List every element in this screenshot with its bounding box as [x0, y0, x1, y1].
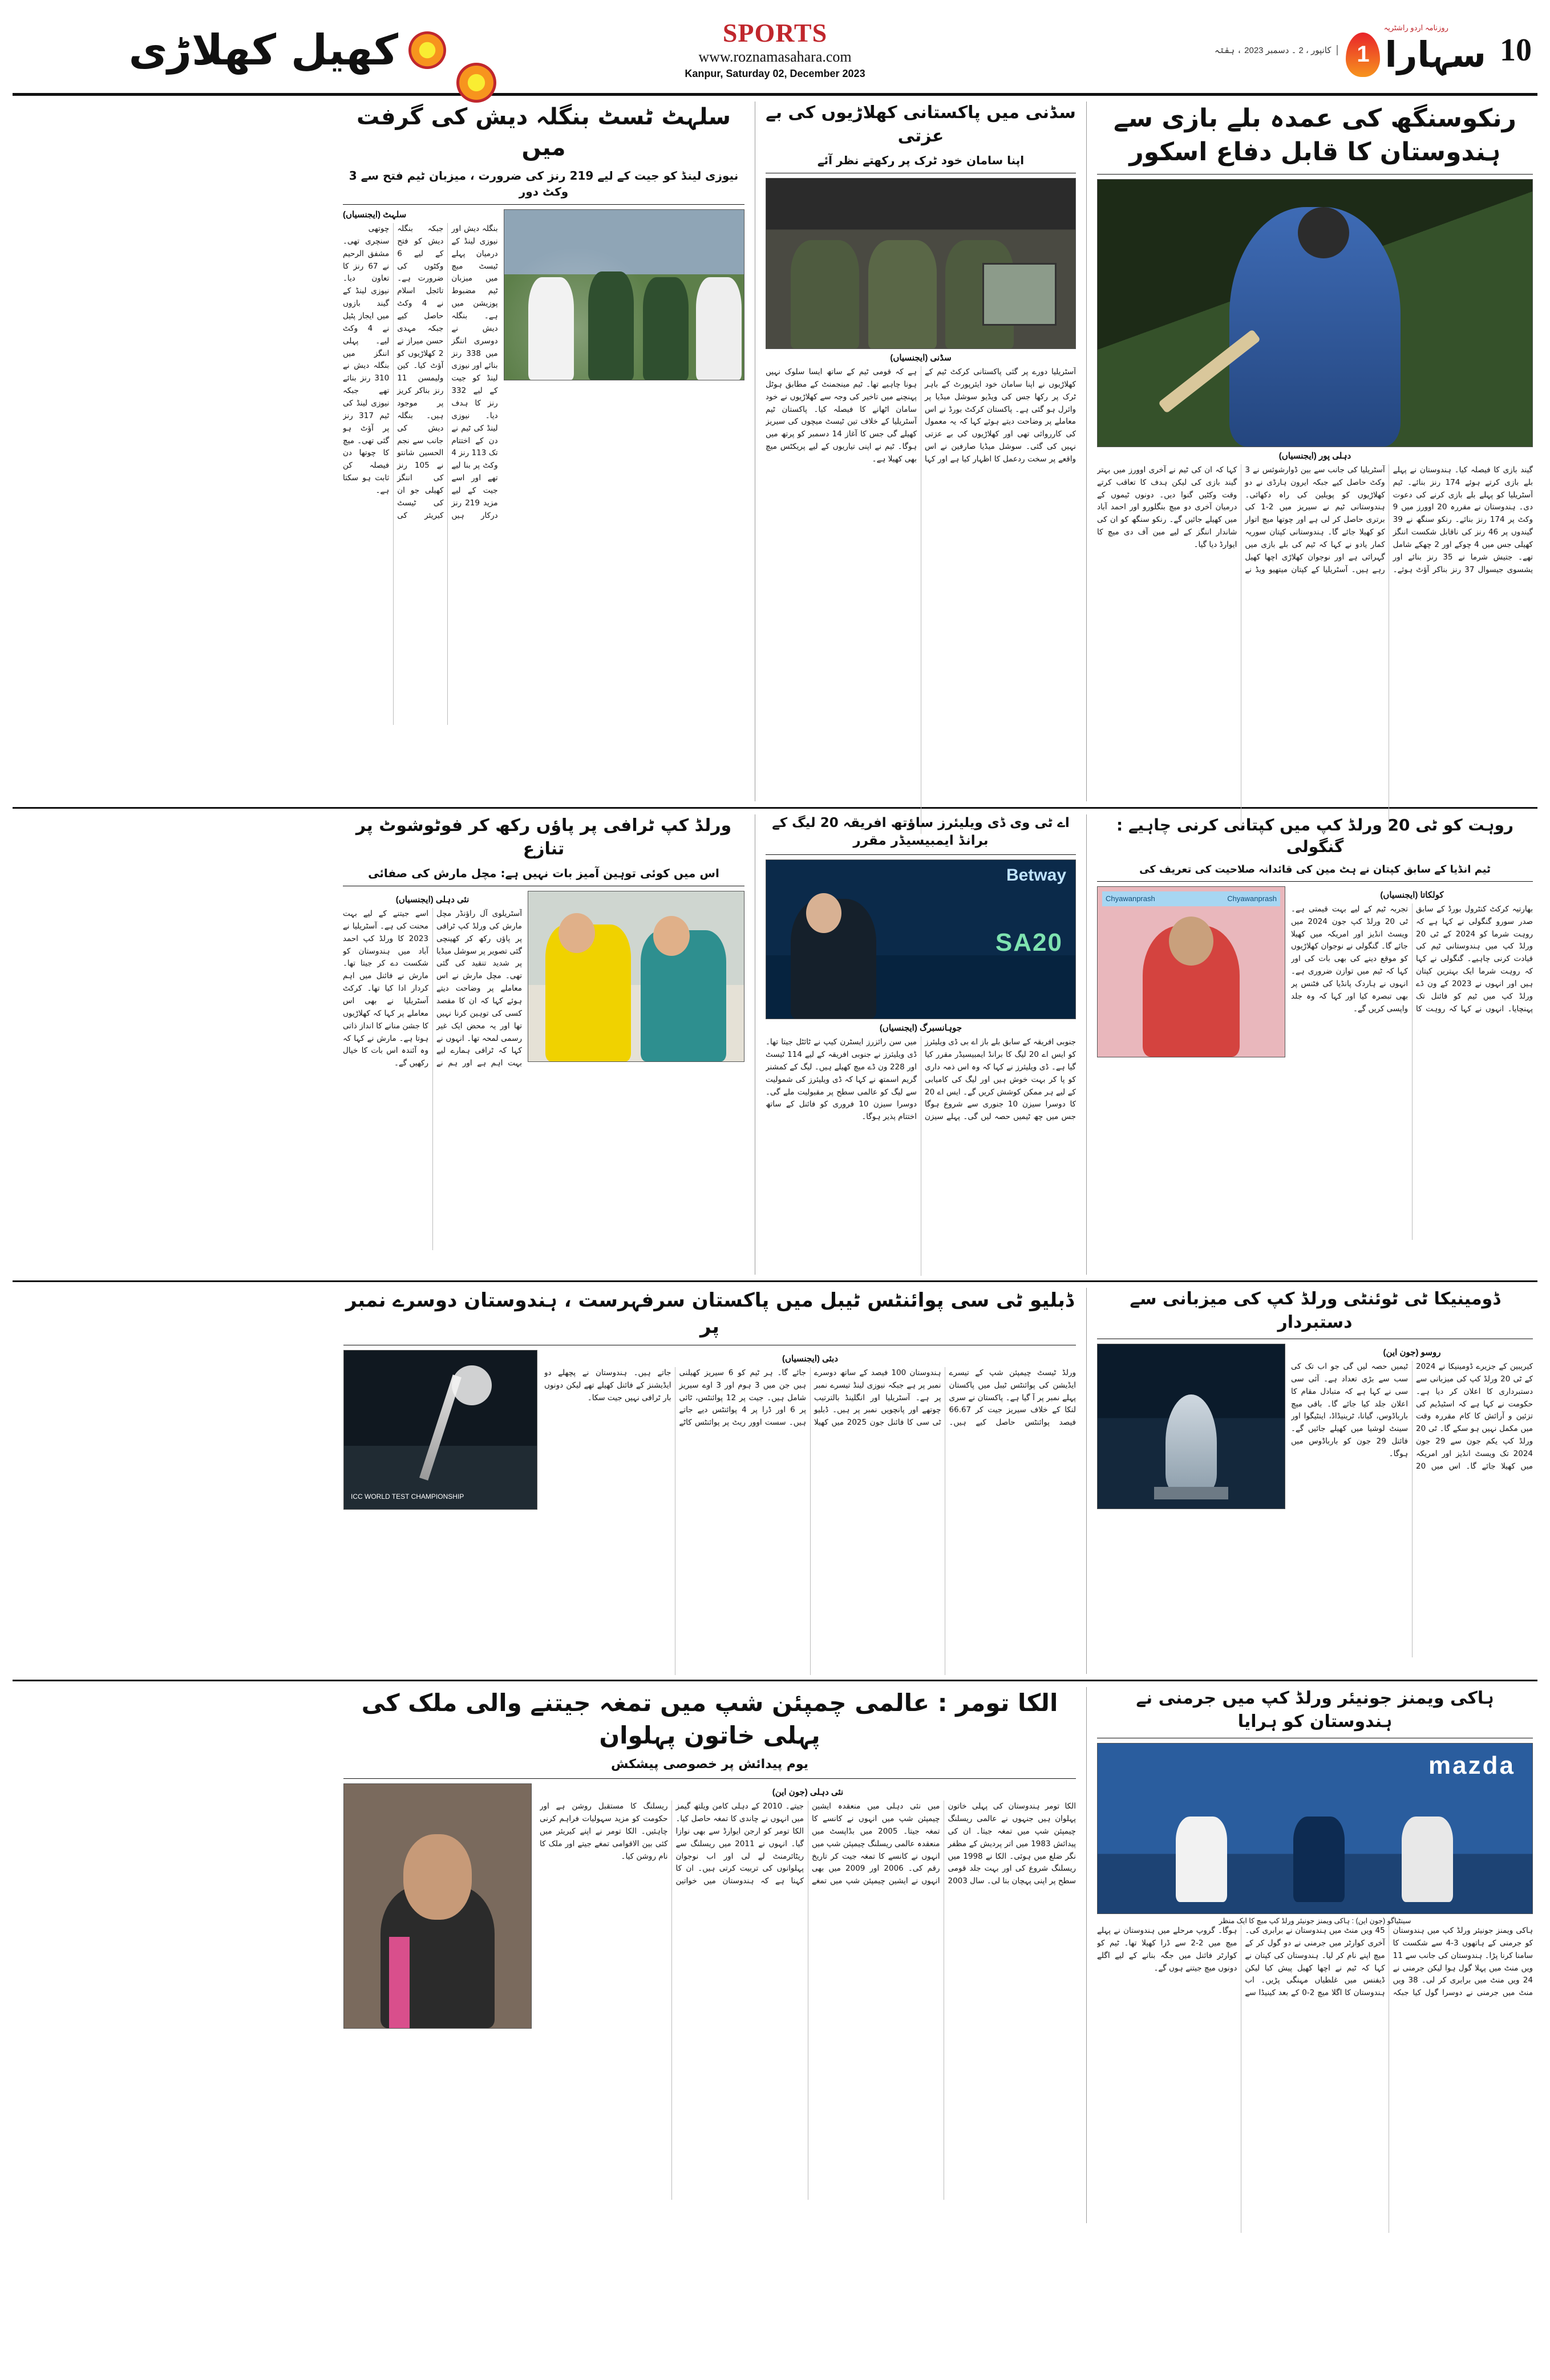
byline-dominica: روسو (جون این) [1383, 1348, 1441, 1357]
body-hockey: ہاکی ویمنز جونیئر ورلڈ کپ میں ہندوستان کو جرمنی کے ہاتھوں 3-4 سے شکست کا سامنا کرنا پڑا۔ ہندوستان کی جانب سے 11 ویں منٹ میں پہلا گول ہوا لیکن جرمنی نے 24 ویں منٹ میں برابری کر لی۔ 38 ویں منٹ میں جرمنی نے دوسرا گول کیا جبکہ 45 ویں منٹ میں ہندوستان نے برابری کی۔ آخری کوارٹر میں جرمنی نے دو گول کر کے میچ اپنے نام کر لیا۔ ہندوستان کی کپتان نے کہا کہ ٹیم نے اچھا کھیل پیش کیا لیکن ڈیفنس میں غلطیاں مہنگی پڑیں۔ اب ہندوستان کا اگلا میچ 2-0 کے بعد کینیڈا سے ہوگا۔ گروپ مرحلے میں ہندوستان نے پہلے میچ میں 2-2 سے ڈرا کھیلا تھا۔ ٹیم کو کوارٹر فائنل میں جگہ بنانے کے لیے اگلے دونوں میچ جیتنے ہوں گے۔ [1097, 1926, 1533, 1998]
byline-sa20: جوہانسبرگ (ایجنسیاں) [879, 1023, 962, 1033]
body-dominica: کیریبین کے جزیرے ڈومینیکا نے 2024 کے ٹی 20 ورلڈ کپ کی میزبانی سے دستبرداری کا اعلان کر دیا ہے۔ حکومت نے کہا ہے کہ اسٹیڈیم کی تزئین و آرائش کا کام مقررہ وقت میں مکمل نہیں ہو سکے گا۔ ٹی 20 ورلڈ کپ یکم جون سے 29 جون 2024 تک ویسٹ انڈیز اور امریکہ میں کھیلا جائے گا۔ اس میں 20 ٹیمیں حصہ لیں گی جو اب تک کی سب سے بڑی تعداد ہے۔ آئی سی سی نے کہا ہے کہ متبادل مقام کا اعلان جلد کیا جائے گا۔ باقی میچ بارباڈوس، گیانا، ٹرینیڈاڈ، اینٹیگوا اور سینٹ لوشیا میں کھیلے جائیں گے۔ فائنل 29 جون کو بارباڈوس میں ہوگا۔ [1291, 1362, 1533, 1471]
mazda-logo: mazda [1428, 1751, 1515, 1779]
byline-ganguly: کولکاتا (ایجنسیاں) [1380, 890, 1444, 900]
body-wtc: ورلڈ ٹیسٹ چیمپئن شپ کے تیسرے ایڈیشن کی پوائنٹس ٹیبل میں پاکستان پہلے نمبر پر آ گیا ہے۔ پاکستان نے سری لنکا کے خلاف سیریز جیت کر 66.67 فیصد پوائنٹس حاصل کیے ہیں۔ ہندوستان 100 فیصد کے ساتھ دوسرے نمبر پر ہے جبکہ نیوزی لینڈ تیسرے نمبر پر ہے۔ آسٹریلیا اور انگلینڈ بالترتیب چوتھے اور پانچویں نمبر پر ہیں۔ ڈبلیو ٹی سی کا فائنل جون 2025 میں کھیلا جائے گا۔ ہر ٹیم کو 6 سیریز کھیلنی ہیں جن میں 3 ہوم اور 3 اوے سیریز شامل ہیں۔ جیت پر 12 پوائنٹس، ٹائی پر 6 اور ڈرا پر 4 پوائنٹس دیے جاتے ہیں۔ سست اوور ریٹ پر پوائنٹس کاٹے جاتے ہیں۔ ہندوستان نے پچھلے دو ایڈیشنز کے فائنل کھیلے تھے لیکن دونوں بار ٹرافی نہیں جیت سکا۔ [544, 1368, 1076, 1428]
betway-logo: Betway [1006, 866, 1066, 885]
sun-icon-left [456, 63, 496, 103]
body-sa20: جنوبی افریقہ کے سابق بلے باز اے بی ڈی ویلیئرز کو ایس اے 20 لیگ کا برانڈ ایمبیسیڈر مقرر کیا گیا ہے۔ ڈی ویلیئرز نے کہا کہ وہ اس ذمہ داری کو پا کر بہت خوش ہیں اور لیگ کی کامیابی کے لیے ہر ممکن کوشش کریں گے۔ ایس اے 20 کا دوسرا سیزن 10 جنوری سے شروع ہوگا جس میں چھ ٹیمیں حصہ لیں گی۔ پہلے سیزن میں سن رائزرز ایسٹرن کیپ نے ٹائٹل جیتا تھا۔ ڈی ویلیئرز نے جنوبی افریقہ کے لیے 114 ٹیسٹ اور 228 ون ڈے میچ کھیلے ہیں۔ لیگ کے کمشنر گریم اسمتھ نے کہا کہ ڈی ویلیئرز کی شمولیت سے لیگ کو عالمی سطح پر مقبولیت ملے گی۔ دوسرا سیزن 10 فروری کو فائنل کے ساتھ اختتام پذیر ہوگا۔ [766, 1037, 1076, 1122]
headline-wtc: ڈبلیو ٹی سی پوائنٹس ٹیبل میں پاکستان سرفہرست ، ہندوستان دوسرے نمبر پر [345, 1289, 1074, 1338]
byline-rinku: دہلی پور (ایجنسیاں) [1278, 451, 1351, 461]
body-sylhet: بنگلہ دیش اور نیوزی لینڈ کے درمیان پہلے ٹیسٹ میچ میں میزبان ٹیم مضبوط پوزیشن میں ہے۔ بنگلہ دیش نے دوسری اننگز میں 338 رنز بنائے اور نیوزی لینڈ کو جیت کے لیے 332 رنز کا ہدف دیا۔ نیوزی لینڈ کی ٹیم نے دن کے اختتام تک 113 رنز 4 وکٹ پر بنا لیے تھے اور اسے جیت کے لیے مزید 219 رنز درکار ہیں جبکہ بنگلہ دیش کو فتح کے لیے 6 وکٹوں کی ضرورت ہے۔ تائجل اسلام نے 4 وکٹ حاصل کیے جبکہ مہدی حسن میراز نے 2 کھلاڑیوں کو آؤٹ کیا۔ کین ولیمسن 11 رنز بناکر کریز پر موجود ہیں۔ بنگلہ دیش کی جانب سے نجم الحسین شانتو نے 105 رنز کی اننگز کھیلی جو ان کی ٹیسٹ کیریئر کی چوتھی سنچری تھی۔ مشفق الرحیم نے 67 رنز کا تعاون دیا۔ نیوزی لینڈ کے گیند بازوں میں ایجاز پٹیل نے 4 وکٹ لیے۔ پہلی اننگز میں بنگلہ دیش نے 310 رنز بنائے تھے جبکہ نیوزی لینڈ کی ٹیم 317 رنز پر آؤٹ ہو گئی تھی۔ میچ کا چوتھا دن فیصلہ کن ثابت ہو سکتا ہے۔ [343, 224, 498, 520]
flame-icon: 1 [1346, 33, 1380, 77]
band-lead [13, 96, 1537, 809]
subhead-ganguly: ٹیم انڈیا کے سابق کپتان نے ہٹ مین کی قائدانہ صلاحیت کی تعریف کی [1139, 863, 1491, 875]
article-wtc-table [339, 1288, 1080, 1674]
headline-alka: الکا تومر : عالمی چمپئن شپ میں تمغہ جیتنے والی ملک کی پہلی خاتون پہلوان [361, 1689, 1058, 1749]
indian-batsman-photo [1097, 179, 1533, 447]
headline-rinku: رنکوسنگھ کی عمدہ بلے بازی سے ہندوستان کا قابل دفاع اسکور [1113, 104, 1517, 167]
headline-hockey: ہاکی ویمنز جونیئر ورلڈ کپ میں جرمنی نے ہندوستان کو ہرایا [1136, 1688, 1494, 1732]
wtc-caption-text: ICC WORLD TEST CHAMPIONSHIP [351, 1493, 464, 1501]
article-rinku-singh [1092, 102, 1537, 801]
subhead-marsh: اس میں کوئی توہین آمیز بات نہیں ہے: مچل مارش کی صفائی [368, 866, 719, 880]
publication-logo [1346, 23, 1486, 77]
masthead-center [446, 10, 1104, 90]
body-sydney: آسٹریلیا دورے پر گئی پاکستانی کرکٹ ٹیم کے کھلاڑیوں نے اپنا سامان خود ایئرپورٹ کے باہر ٹرک پر رکھا جس کی ویڈیو سوشل میڈیا پر وائرل ہو گئی ہے۔ پاکستان کرکٹ بورڈ نے اس معاملے پر وضاحت دیتے ہوئے کہا کہ یہ معمول کی کارروائی تھی اور کھلاڑیوں کی بے عزتی نہیں کی گئی۔ سوشل میڈیا صارفین نے اس واقعے پر سخت ردعمل کا اظہار کیا ہے اور کہا ہے کہ قومی ٹیم کے ساتھ ایسا سلوک نہیں ہونا چاہیے تھا۔ ٹیم مینجمنٹ کے مطابق ہوٹل پہنچنے میں تاخیر کی وجہ سے کھلاڑیوں نے خود سامان اٹھانے کا فیصلہ کیا۔ پاکستان ٹیم آسٹریلیا کے خلاف تین ٹیسٹ میچوں کی سیریز کھیلے گی جس کا آغاز 14 دسمبر کو پرتھ میں ہوگا۔ ٹیم نے اپنی تیاریوں کے لیے پریکٹس میچ بھی کھیلا ہے۔ [766, 367, 1076, 464]
sourav-ganguly-photo [1097, 886, 1285, 1057]
band-bottom [13, 1681, 1537, 2229]
masthead [13, 10, 1537, 96]
band-third [13, 1282, 1537, 1681]
masthead-left [1104, 10, 1537, 90]
headline-dominica: ڈومینیکا ٹی ٹوئنٹی ورلڈ کپ کی میزبانی سے دستبردار [1130, 1289, 1500, 1332]
masthead-right [13, 10, 446, 90]
hockey-match-photo [1097, 1743, 1533, 1914]
website-url[interactable]: www.roznamasahara.com [698, 48, 852, 65]
logo-tagline: روزنامہ اردو راشٹریہ [1383, 23, 1448, 32]
headline-sylhet: سلہٹ ٹسٹ بنگلہ دیش کی گرفت میں [356, 104, 731, 161]
article-hockey-junior-wc [1092, 1687, 1537, 2223]
byline-alka: نئی دہلی (جون این) [772, 1787, 844, 1798]
band-second [13, 809, 1537, 1282]
body-ganguly: بھارتیہ کرکٹ کنٹرول بورڈ کے سابق صدر سورو گنگولی نے کہا ہے کہ روہت شرما کو 2024 کے ٹی 20 ورلڈ کپ میں ہندوستانی ٹیم کی قیادت کرنی چاہیے۔ گنگولی نے کہا کہ روہت شرما ایک بہترین کپتان ہیں اور انہوں نے 2023 کے ون ڈے ورلڈ کپ میں ٹیم کو فائنل تک پہنچایا۔ انہوں نے کہا کہ روہت کا تجربہ ٹیم کے لیے بہت قیمتی ہے۔ ٹی 20 ورلڈ کپ جون 2024 میں ویسٹ انڈیز اور امریکہ میں کھیلا جائے گا۔ گنگولی نے نوجوان کھلاڑیوں کو موقع دینے کی بھی بات کی اور کہا کہ ٹیم میں توازن ضروری ہے۔ انہوں نے ہاردک پانڈیا کی فٹنس پر بھی تبصرہ کیا اور کہا کہ وہ جلد واپسی کریں گے۔ [1291, 904, 1533, 1013]
edition-date: کانپور ، 2 ۔ دسمبر 2023 ، ہفتہ [1215, 45, 1338, 55]
sun-icon [408, 31, 446, 69]
sports-title: SPORTS [722, 18, 828, 47]
alka-tomar-photo [343, 1783, 532, 2029]
sa20-logo: SA20 [995, 929, 1063, 957]
article-marsh-trophy [338, 814, 749, 1275]
article-alka-tomar [339, 1687, 1080, 2223]
byline-marsh: نئی دہلی (ایجنسیاں) [395, 895, 470, 905]
subhead-sydney: اپنا سامان خود ٹرک پر رکھتے نظر آئے [817, 153, 1025, 167]
body-marsh: آسٹریلوی آل راؤنڈر مچل مارش کی ورلڈ کپ ٹرافی پر پاؤں رکھ کر کھینچی گئی تصویر پر سوشل میڈیا پر شدید تنقید کی گئی تھی۔ مچل مارش نے اس معاملے پر وضاحت دیتے ہوئے کہا کہ ان کا مقصد کسی کی توہین کرنا نہیں تھا اور یہ محض ایک غیر رسمی لمحہ تھا۔ انہوں نے کہا کہ ٹرافی ہمارے لیے بہت اہم ہے اور ہم نے اسے جیتنے کے لیے بہت محنت کی ہے۔ آسٹریلیا نے 2023 کا ورلڈ کپ احمد آباد میں ہندوستان کو شکست دے کر جیتا تھا۔ مارش نے فائنل میں اہم کردار ادا کیا تھا۔ کرکٹ آسٹریلیا نے بھی اس معاملے پر کہا کہ کھلاڑیوں کا جشن منانے کا انداز ذاتی ہوتا ہے۔ مارش نے کہا کہ وہ آئندہ اس بات کا خیال رکھیں گے۔ [343, 909, 522, 1068]
article-sylhet-test [338, 102, 749, 801]
chyawanprash-label-2: Chyawanprash [1106, 894, 1155, 903]
page-number: 10 [1500, 32, 1532, 68]
place-date: Kanpur, Saturday 02, December 2023 [685, 68, 865, 79]
byline-sydney: سڈنی (ایجنسیاں) [890, 353, 952, 363]
body-rinku: گیند بازی کا فیصلہ کیا۔ ہندوستان نے پہلے بلے بازی کرتے ہوئے 174 رنز بنائے۔ ٹیم آسٹریلیا کو پہلے بلے بازی کرنے کی دعوت دی۔ ہندوستان نے مقررہ 20 اوورز میں 9 وکٹ پر 174 رنز بنائے۔ رنکو سنگھ نے 39 گیندوں پر 46 رنز کی ناقابل شکست اننگز کھیلی جس میں 4 چوکے اور 2 چھکے شامل تھے۔ جتیش شرما نے 35 رنز بنائے اور یشسوی جیسوال 37 رنز بناکر آؤٹ ہوئے۔ آسٹریلیا کی جانب سے بین ڈوارشوئس نے 3 وکٹ حاصل کیے جبکہ ایرون ہارڈی نے دو کھلاڑیوں کو پویلین کی راہ دکھائی۔ ہندوستانی ٹیم نے سیریز میں 2-1 کی برتری حاصل کر لی ہے اور چوتھا میچ اتوار کو کھیلا جائے گا۔ ہندوستانی کپتان سوریہ کمار یادو نے کہا کہ ٹیم کی بلے بازی میں گہرائی ہے اور نوجوان کھلاڑی اچھا کھیل رہے ہیں۔ آسٹریلیا کے کپتان میتھیو ویڈ نے کہا کہ ان کی ٹیم نے آخری اوورز میں بہتر گیند بازی کی لیکن ہدف کا تعاقب کرتے وقت وکٹیں گنوا دیں۔ دونوں ٹیموں کے درمیان آخری دو میچ بنگلورو اور احمد آباد میں کھیلے جائیں گے۔ رنکو سنگھ کو ان کی شاندار اننگز کے لیے مین آف دی میچ کا ایوارڈ دیا گیا۔ [1097, 465, 1533, 574]
section-title-urdu: کھیل کھلاڑی [128, 25, 398, 75]
body-alka: الکا تومر ہندوستان کی پہلی خاتون پہلوان ہیں جنہوں نے عالمی ریسلنگ چیمپئن شپ میں تمغہ جیتا۔ ان کی پیدائش 1983 میں اتر پردیش کے مظفر نگر ضلع میں ہوئی۔ الکا نے 1998 میں ریسلنگ شروع کی اور بہت جلد قومی سطح پر اپنی پہچان بنا لی۔ سال 2003 میں نئی دہلی میں منعقدہ ایشین چیمپئن شپ میں انہوں نے کانسے کا تمغہ جیتا۔ 2005 میں بڈاپسٹ میں منعقدہ عالمی ریسلنگ چیمپئن شپ میں انہوں نے کانسے کا تمغہ جیت کر تاریخ رقم کی۔ 2006 اور 2009 میں بھی انہوں نے ایشین چیمپئن شپ میں تمغے جیتے۔ 2010 کے دہلی کامن ویلتھ گیمز میں انہوں نے چاندی کا تمغہ حاصل کیا۔ الکا تومر کو ارجن ایوارڈ سے بھی نوازا گیا۔ انہوں نے 2011 میں ریسلنگ سے ریٹائرمنٹ لے لی اور اب نوجوان پہلوانوں کی تربیت کرتی ہیں۔ ان کا کہنا ہے کہ ہندوستان میں خواتین ریسلنگ کا مستقبل روشن ہے اور حکومت کو مزید سہولیات فراہم کرنی چاہئیں۔ الکا تومر نے اپنے کیریئر میں کئی بین الاقوامی تمغے جیتے اور ملک کا نام روشن کیا۔ [540, 1802, 1076, 1886]
chyawanprash-label: Chyawanprash [1227, 894, 1277, 903]
byline-sylhet: سلہٹ (ایجنسیاں) [343, 210, 407, 220]
article-sydney-insult [761, 102, 1080, 801]
headline-sa20: اے ٹی وی ڈی ویلیئرز ساؤتھ افریقہ 20 لیگ کے برانڈ ایمبیسیڈر مقرر [772, 816, 1070, 849]
logo-urdu-name: سہارا [1385, 33, 1486, 75]
headline-sydney: سڈنی میں پاکستانی کھلاڑیوں کی بے عزتی [766, 103, 1076, 146]
article-dominica [1092, 1288, 1537, 1674]
article-sa20-ambassador [761, 814, 1080, 1275]
subhead-alka: یوم پیدائش پر خصوصی پیشکش [611, 1757, 808, 1772]
headline-marsh: ورلڈ کپ ٹرافی پر پاؤں رکھ کر فوٹوشوٹ پر تنازع [355, 816, 732, 859]
article-ganguly-rohit [1092, 814, 1537, 1275]
players-luggage-truck-photo [766, 178, 1076, 349]
wtc-mace-photo [343, 1350, 537, 1510]
t20-worldcup-trophy-photo [1097, 1344, 1285, 1509]
cricket-appeal-photo [504, 209, 744, 380]
ab-de-villiers-photo [766, 859, 1076, 1019]
byline-wtc: دبئی (ایجنسیاں) [782, 1353, 839, 1364]
subhead-sylhet: نیوزی لینڈ کو جیت کے لیے 219 رنز کی ضرورت ، میزبان ٹیم فتح سے 3 وکٹ دور [349, 169, 739, 198]
hockey-photo-caption: سینٹیاگو (جون این) : ہاکی ویمنز جونیئر ورلڈ کپ میچ کا ایک منظر [1219, 1917, 1411, 1925]
mitchell-marsh-photo [528, 891, 744, 1062]
headline-ganguly: روہت کو ٹی 20 ورلڈ کپ میں کپتانی کرنی چاہیے : گنگولی [1116, 816, 1513, 856]
